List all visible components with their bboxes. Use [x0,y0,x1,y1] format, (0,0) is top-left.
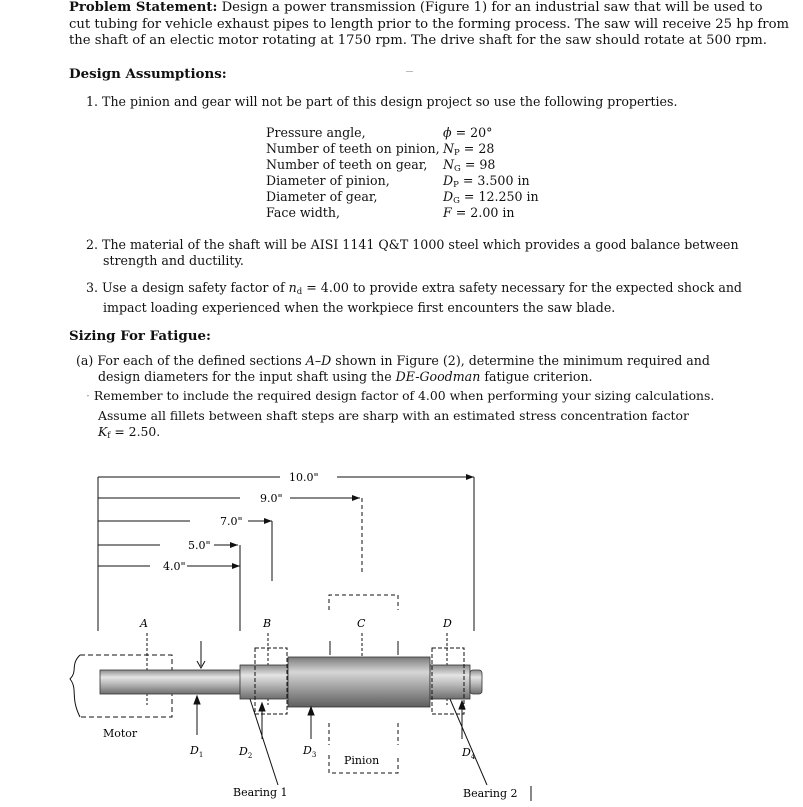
section-label-b: B [263,617,272,630]
prop-value-4: $D_G = 12.250$ in [443,189,539,206]
diameter-arrows [194,696,487,785]
part-a-label: (a) [76,353,94,368]
section-label-d: D [443,617,452,630]
shaft-body [100,657,482,707]
bearing-1-label: Bearing 1 [233,786,288,799]
dim-label-4: 4.0" [163,560,186,573]
prop-value-2: $N_G = 98$ [443,157,496,174]
motor-label: Motor [103,727,138,740]
diameter-label-3: $D_3$ [303,744,317,759]
pinion-label: Pinion [344,754,380,767]
shaft-figure [0,455,803,807]
section-label-c: C [357,617,366,630]
part-a-note-1: · Remember to include the required design factor of 4.00 when performing your sizing calculations. [86,388,715,403]
problem-line-3: the shaft of an electic motor rotating at 1750 rpm. The drive shaft for the saw should rotate at 500 rpm. [69,33,767,49]
diameter-label-2: $D_2$ [239,745,253,760]
dimension-lines [98,477,474,631]
item-1-number: 1. [86,94,99,109]
problem-statement-label: Problem Statement: [69,0,218,15]
prop-label-0: Pressure angle, [266,125,366,140]
prop-label-5: Face width, [266,205,340,220]
prop-value-0: ϕ = 20° [443,125,493,140]
item-3-line-2: impact loading experienced when the workpiece first encounters the saw blade. [103,300,616,316]
gear-properties-table [266,125,566,225]
fatigue-part-a: (a) For each of the defined sections A–D shown in Figure (2), determine the minimum required and design diameters for the input shaft using the DE-Goodman fatigue criterion. [76,353,710,385]
design-assumptions-heading: Design Assumptions: [69,66,227,82]
item-1-text: The pinion and gear will not be part of this design project so use the following properties. [102,94,678,109]
assumption-item-2 [86,237,739,270]
problem-line-2: cut tubing for vehicle exhaust pipes to length prior to the forming process. The saw will receive 25 hp from [69,16,790,32]
diameter-label-4: $D_4$ [462,746,476,761]
dim-label-10: 10.0" [289,471,319,484]
fatigue-heading: Sizing For Fatigue: [69,328,211,344]
item-2-number: 2. [86,237,99,252]
problem-statement [69,0,789,50]
item-2-line-2: strength and ductility. [103,253,244,269]
diameter-label-1: $D_1$ [190,744,204,759]
part-a-note-2: Assume all fillets between shaft steps are sharp with an estimated stress concentration factor $K_f = 2.50$. [98,408,689,442]
stray-mark [406,71,413,72]
assumption-item-1 [86,94,677,110]
shaft-break-mark [70,655,80,717]
prop-label-3: Diameter of pinion, [266,173,390,188]
prop-label-2: Number of teeth on gear, [266,157,428,172]
dim-label-7: 7.0" [220,515,243,528]
assumption-item-3: 3. Use a design safety factor of $n_d = 4.00$ to provide extra safety necessary for the expected shock and impact loading experienced when the workpiece first encounters the saw blade. [86,280,742,316]
dim-label-5: 5.0" [188,539,211,552]
dim-label-9: 9.0" [260,492,283,505]
item-2-line-1: The material of the shaft will be AISI 1141 Q&T 1000 steel which provides a good balance between [102,237,739,252]
problem-line-1: Design a power transmission (Figure 1) for an industrial saw that will be used to [221,0,763,15]
section-label-a: A [140,617,148,630]
prop-value-5: F = 2.00 in [443,205,515,220]
prop-value-3: $D_P = 3.500$ in [443,173,530,190]
prop-label-1: Number of teeth on pinion, [266,141,440,156]
item-3-number: 3. [86,280,99,295]
bearing-2-label: Bearing 2 [463,787,518,800]
prop-value-1: $N_P = 28$ [443,141,495,158]
prop-label-4: Diameter of gear, [266,189,378,204]
